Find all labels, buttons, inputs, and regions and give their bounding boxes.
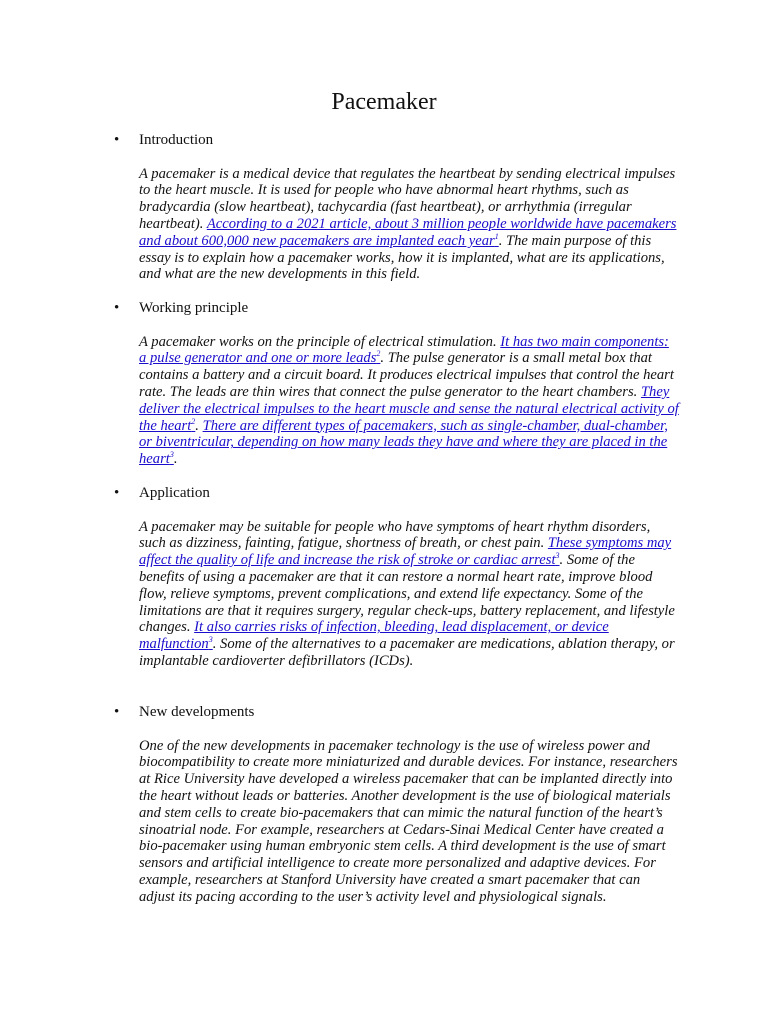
paragraph-text: . <box>195 417 203 434</box>
bullet-icon: • <box>114 485 120 501</box>
section-heading: New developments <box>139 704 255 720</box>
citation-number: 3 <box>555 551 560 561</box>
citation-link[interactable]: There are different types of pacemakers, such as single-chamber, dual-chamber, or biventricular, depending on how many leads they have and where they are placed in the heart$^3$ <box>139 417 668 468</box>
citation-link[interactable]: It also carries risks of infection, bleeding, lead displacement, or device malfunction$^3$ <box>139 619 609 653</box>
citation-link[interactable]: It has two main components: a pulse generator and one or more leads$^2$ <box>139 333 669 367</box>
paragraph-text: . Some of the benefits of using a pacemaker are that it can restore a normal heart rate, improve blood flow, relieve symptoms, prevent complications, and extend life expectancy. Some of the limitations are that it requires surgery, regular check-ups, battery replacement, and lifestyle changes. <box>139 552 675 636</box>
section-application <box>114 485 679 670</box>
citation-number: 2 <box>191 416 196 426</box>
section-heading: Working principle <box>139 300 249 316</box>
section-paragraph <box>139 334 679 468</box>
section-paragraph <box>139 738 679 906</box>
bullet-icon: • <box>114 704 120 720</box>
citation-number: 2 <box>376 349 381 359</box>
citation-number: 1 <box>494 231 499 241</box>
bullet-icon: • <box>114 300 120 316</box>
section-working-principle <box>114 300 679 468</box>
citation-number: 3 <box>169 450 174 460</box>
section-paragraph <box>139 519 679 670</box>
document-title: Pacemaker <box>331 89 437 115</box>
citation-link[interactable]: They deliver the electrical impulses to the heart muscle and sense the natural electrical activity of the heart$^2$ <box>139 383 679 434</box>
paragraph-text: . <box>173 451 178 468</box>
section-paragraph <box>139 166 679 284</box>
paragraph-text: A pacemaker works on the principle of electrical stimulation. <box>139 333 501 350</box>
section-heading: Introduction <box>139 132 214 148</box>
bullet-icon: • <box>114 132 120 148</box>
section-heading: Application <box>139 485 210 501</box>
paragraph-text: . The pulse generator is a small metal box that contains a battery and a circuit board. It produces electrical impulses that control the heart rate. The leads are thin wires that connect the pulse generator to the heart chambers. <box>139 350 674 400</box>
section-introduction <box>114 132 679 283</box>
paragraph-text: . Some of the alternatives to a pacemaker are medications, ablation therapy, or implantable cardioverter defibrillators (ICDs). <box>139 636 675 669</box>
citation-number: 3 <box>208 635 213 645</box>
paragraph-text: . The main purpose of this essay is to explain how a pacemaker works, how it is implanted, what are its applications, and what are the new developments in this field. <box>139 232 665 283</box>
paragraph-text: One of the new developments in pacemaker technology is the use of wireless power and biocompatibility to create more miniaturized and durable devices. For instance, researchers at Rice University have developed a wireless pacemaker that can be implanted directly into the heart without leads or batteries. Another development is the use of biological materials and stem cells to create bio-pacemakers that can mimic the natural function of the heart’s sinoatrial node. For example, researchers at Cedars-Sinai Medical Center have created a bio-pacemaker using human embryonic stem cells. A third development is the use of smart sensors and artificial intelligence to create more personalized and adaptive devices. For example, researchers at Stanford University have created a smart pacemaker that can adjust its pacing according to the user’s activity level and physiological signals. <box>139 737 678 905</box>
paragraph-text: A pacemaker is a medical device that regulates the heartbeat by sending electrical impulses to the heart muscle. It is used for people who have abnormal heart rhythms, such as bradycardia (slow heartbeat), tachycardia (fast heartbeat), or arrhythmia (irregular heartbeat). <box>139 165 676 232</box>
section-new-developments <box>114 704 679 906</box>
paragraph-text: A pacemaker may be suitable for people who have symptoms of heart rhythm disorders, such as dizziness, fainting, fatigue, shortness of breath, or chest pain. <box>139 518 651 552</box>
citation-link[interactable]: According to a 2021 article, about 3 million people worldwide have pacemakers and about 600,000 new pacemakers are implanted each year$^1$ <box>139 215 677 249</box>
citation-link[interactable]: These symptoms may affect the quality of life and increase the risk of stroke or cardiac arrest$^3$ <box>139 535 672 569</box>
